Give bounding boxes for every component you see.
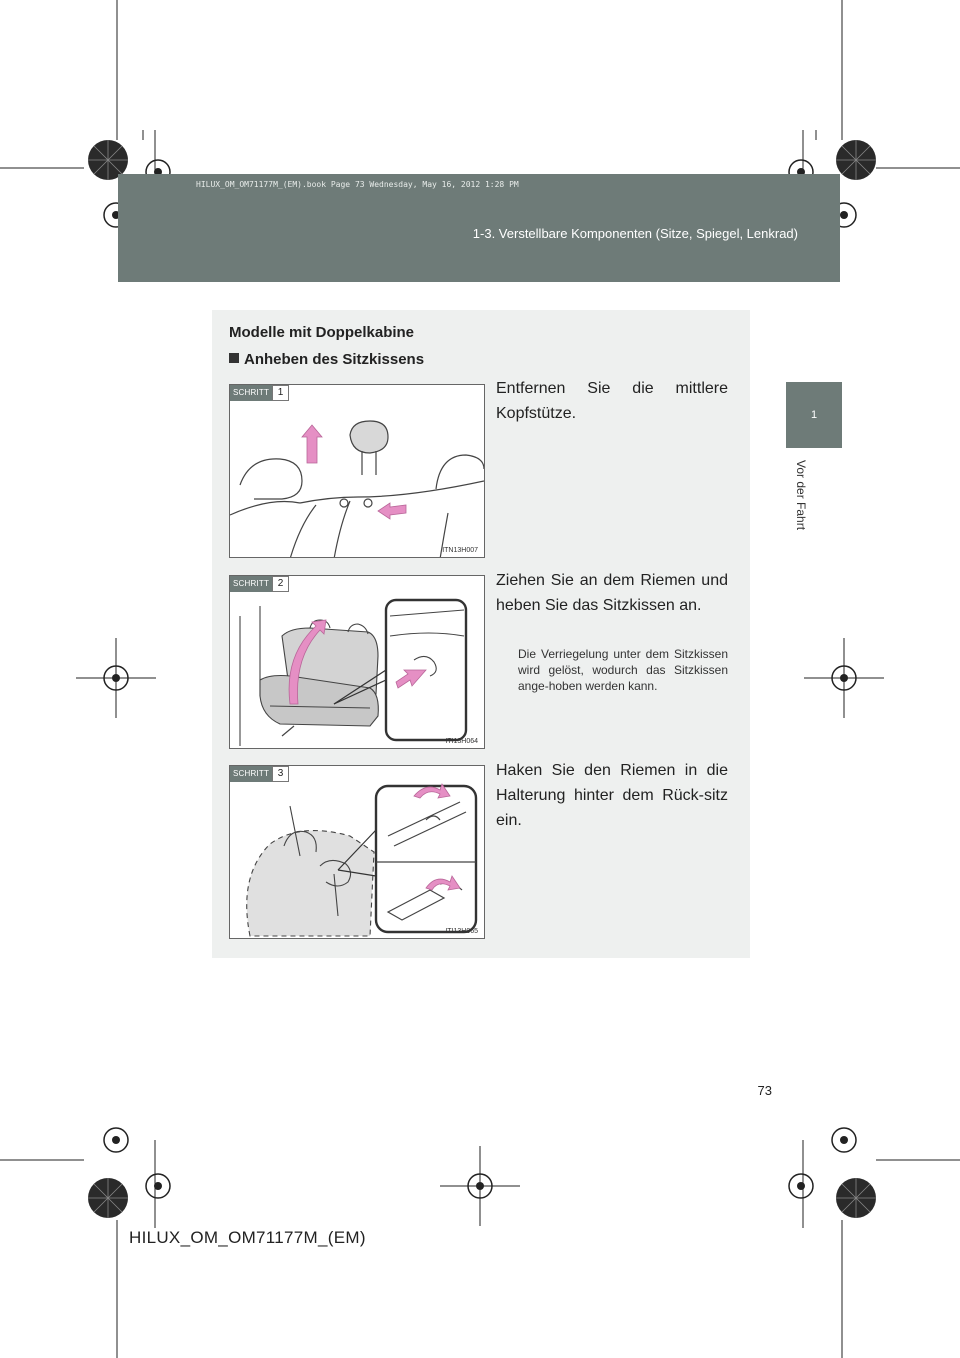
step-1-text: Entfernen Sie die mittlere Kopfstütze. <box>496 380 728 422</box>
step-word: SCHRITT <box>230 766 272 782</box>
headrest-removal-illustration <box>230 385 485 558</box>
step-word: SCHRITT <box>230 385 272 401</box>
step-word: SCHRITT <box>230 576 272 592</box>
step-1-figure <box>229 384 485 558</box>
step-3-label <box>230 766 289 782</box>
step-2-label <box>230 576 289 592</box>
step-3-text: Haken Sie den Riemen in die Halterung hinter dem Rück-sitz ein. <box>496 762 728 829</box>
subsection-title <box>229 351 424 368</box>
subsection-title-text: Anheben des Sitzkissens <box>244 351 425 368</box>
figure-code: ITN13H007 <box>442 547 478 554</box>
chapter-title: 1-3. Verstellbare Komponenten (Sitze, Spiegel, Lenkrad) <box>472 226 798 241</box>
chapter-tab-number: 1 <box>786 382 842 448</box>
step-2-figure <box>229 575 485 749</box>
chapter-tab-label <box>786 452 814 572</box>
book-stamp: HILUX_OM_OM71177M_(EM).book Page 73 Wednesday, May 16, 2012 1:28 PM <box>196 180 519 189</box>
step-2-note: Die Verriegelung unter dem Sitzkissen wird gelöst, wodurch das Sitzkissen ange-hoben werden kann. <box>518 647 728 693</box>
step-2-text: Ziehen Sie an dem Riemen und heben Sie das Sitzkissen an. <box>496 572 728 614</box>
step-number: 3 <box>272 766 289 782</box>
chapter-tab-label-text: Vor der Fahrt <box>794 460 808 531</box>
seat-cushion-lift-illustration <box>230 576 485 749</box>
figure-code: ITI13H064 <box>445 738 478 745</box>
step-1-label <box>230 385 289 401</box>
page-number: 73 <box>757 1083 772 1098</box>
square-bullet-icon <box>229 353 239 363</box>
section-title: Modelle mit Doppelkabine <box>229 324 415 341</box>
step-3-figure <box>229 765 485 939</box>
document-code: HILUX_OM_OM71177M_(EM) <box>129 1228 366 1247</box>
step-number: 1 <box>272 385 289 401</box>
step-number: 2 <box>272 576 289 592</box>
strap-hook-illustration <box>230 766 485 939</box>
figure-code: ITI13H065 <box>445 928 478 935</box>
